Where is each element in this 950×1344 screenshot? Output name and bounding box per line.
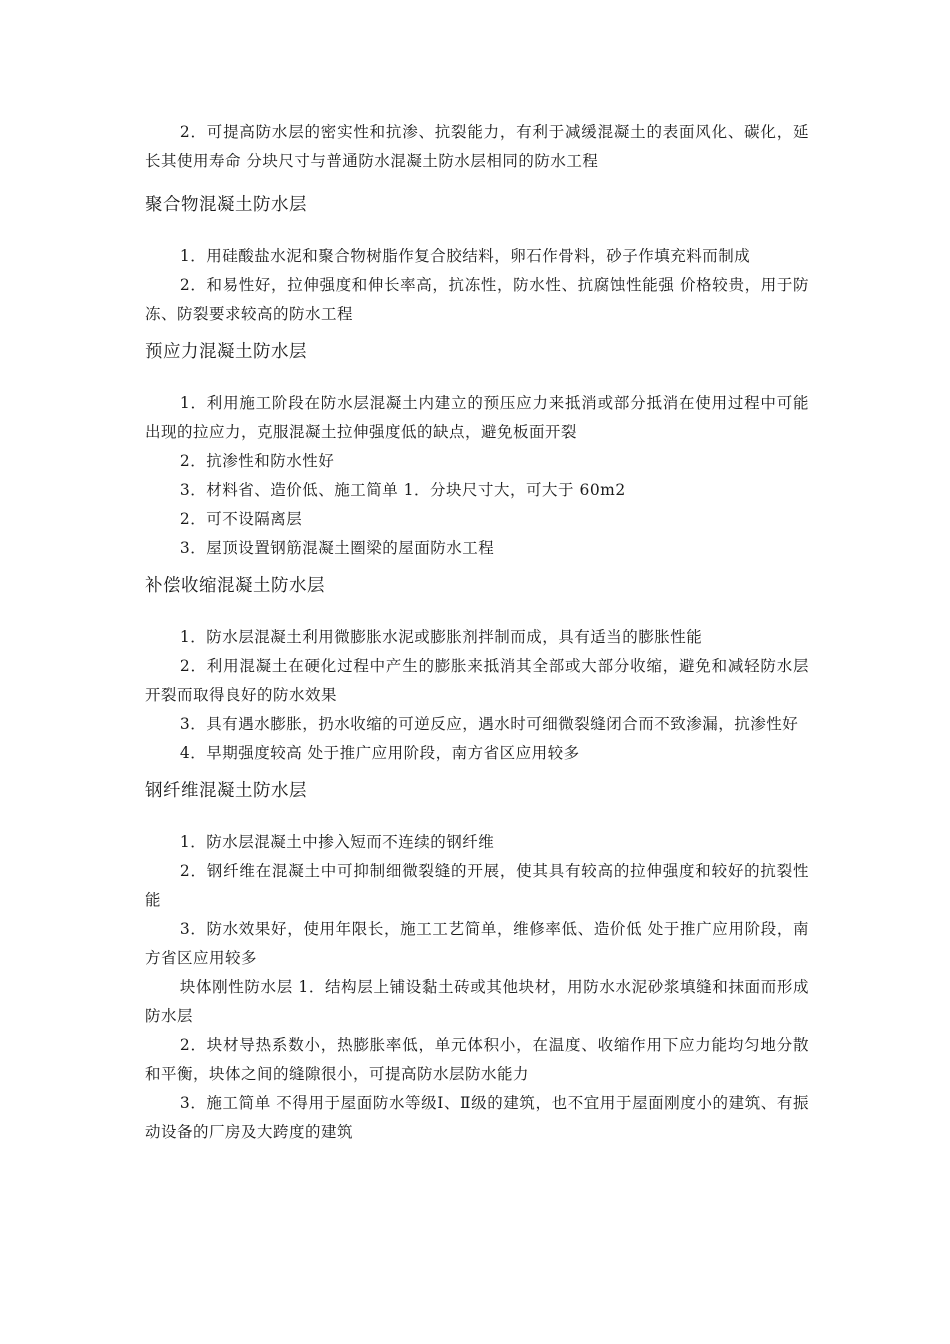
paragraph: 块体刚性防水层 1．结构层上铺设黏土砖或其他块材，用防水水泥砂浆填缝和抹面而形成防水层: [145, 978, 809, 1025]
section-heading: 预应力混凝土防水层: [145, 342, 307, 362]
section-heading: 钢纤维混凝土防水层: [145, 781, 307, 801]
paragraph: 2．钢纤维在混凝土中可抑制细微裂缝的开展，使其具有较高的拉伸强度和较好的抗裂性能: [145, 862, 809, 909]
paragraph: 1．用硅酸盐水泥和聚合物树脂作复合胶结料，卵石作骨料，砂子作填充料而制成: [179, 247, 751, 265]
paragraph: 3．防水效果好，使用年限长，施工工艺简单，维修率低、造价低 处于推广应用阶段，南方省区应用较多: [145, 920, 809, 967]
paragraph: 2．和易性好，拉伸强度和伸长率高，抗冻性，防水性、抗腐蚀性能强 价格较贵，用于防冻、防裂要求较高的防水工程: [145, 276, 809, 323]
paragraph: 3．材料省、造价低、施工简单 1．分块尺寸大，可大于 60m2: [179, 481, 626, 499]
document-body: [145, 118, 809, 1147]
paragraph: 2．块材导热系数小，热膨胀率低，单元体积小，在温度、收缩作用下应力能均匀地分散和平衡，块体之间的缝隙很小，可提高防水层防水能力: [145, 1036, 809, 1083]
paragraph: 4．早期强度较高 处于推广应用阶段，南方省区应用较多: [179, 744, 580, 762]
paragraph: 2．抗渗性和防水性好: [179, 452, 335, 470]
section-heading: 聚合物混凝土防水层: [145, 195, 307, 215]
paragraph: 1．防水层混凝土利用微膨胀水泥或膨胀剂拌制而成，具有适当的膨胀性能: [179, 628, 703, 646]
paragraph: 3．屋顶设置钢筋混凝土圈梁的屋面防水工程: [179, 539, 495, 557]
paragraph: 3．施工简单 不得用于屋面防水等级Ⅰ、Ⅱ级的建筑，也不宜用于屋面刚度小的建筑、有振动设备的厂房及大跨度的建筑: [145, 1094, 809, 1141]
paragraph: 2．可提高防水层的密实性和抗渗、抗裂能力，有利于减缓混凝土的表面风化、碳化，延长其使用寿命 分块尺寸与普通防水混凝土防水层相同的防水工程: [145, 123, 809, 170]
paragraph: 1．利用施工阶段在防水层混凝土内建立的预压应力来抵消或部分抵消在使用过程中可能出现的拉应力，克服混凝土拉伸强度低的缺点，避免板面开裂: [145, 394, 809, 441]
paragraph: 2．利用混凝土在硬化过程中产生的膨胀来抵消其全部或大部分收缩，避免和减轻防水层开裂而取得良好的防水效果: [145, 657, 809, 704]
paragraph: 1．防水层混凝土中掺入短而不连续的钢纤维: [179, 833, 495, 851]
paragraph: 2．可不设隔离层: [179, 510, 303, 528]
paragraph: 3．具有遇水膨胀，扔水收缩的可逆反应，遇水时可细微裂缝闭合而不致渗漏，抗渗性好: [179, 715, 799, 733]
section-heading: 补偿收缩混凝土防水层: [145, 576, 325, 596]
